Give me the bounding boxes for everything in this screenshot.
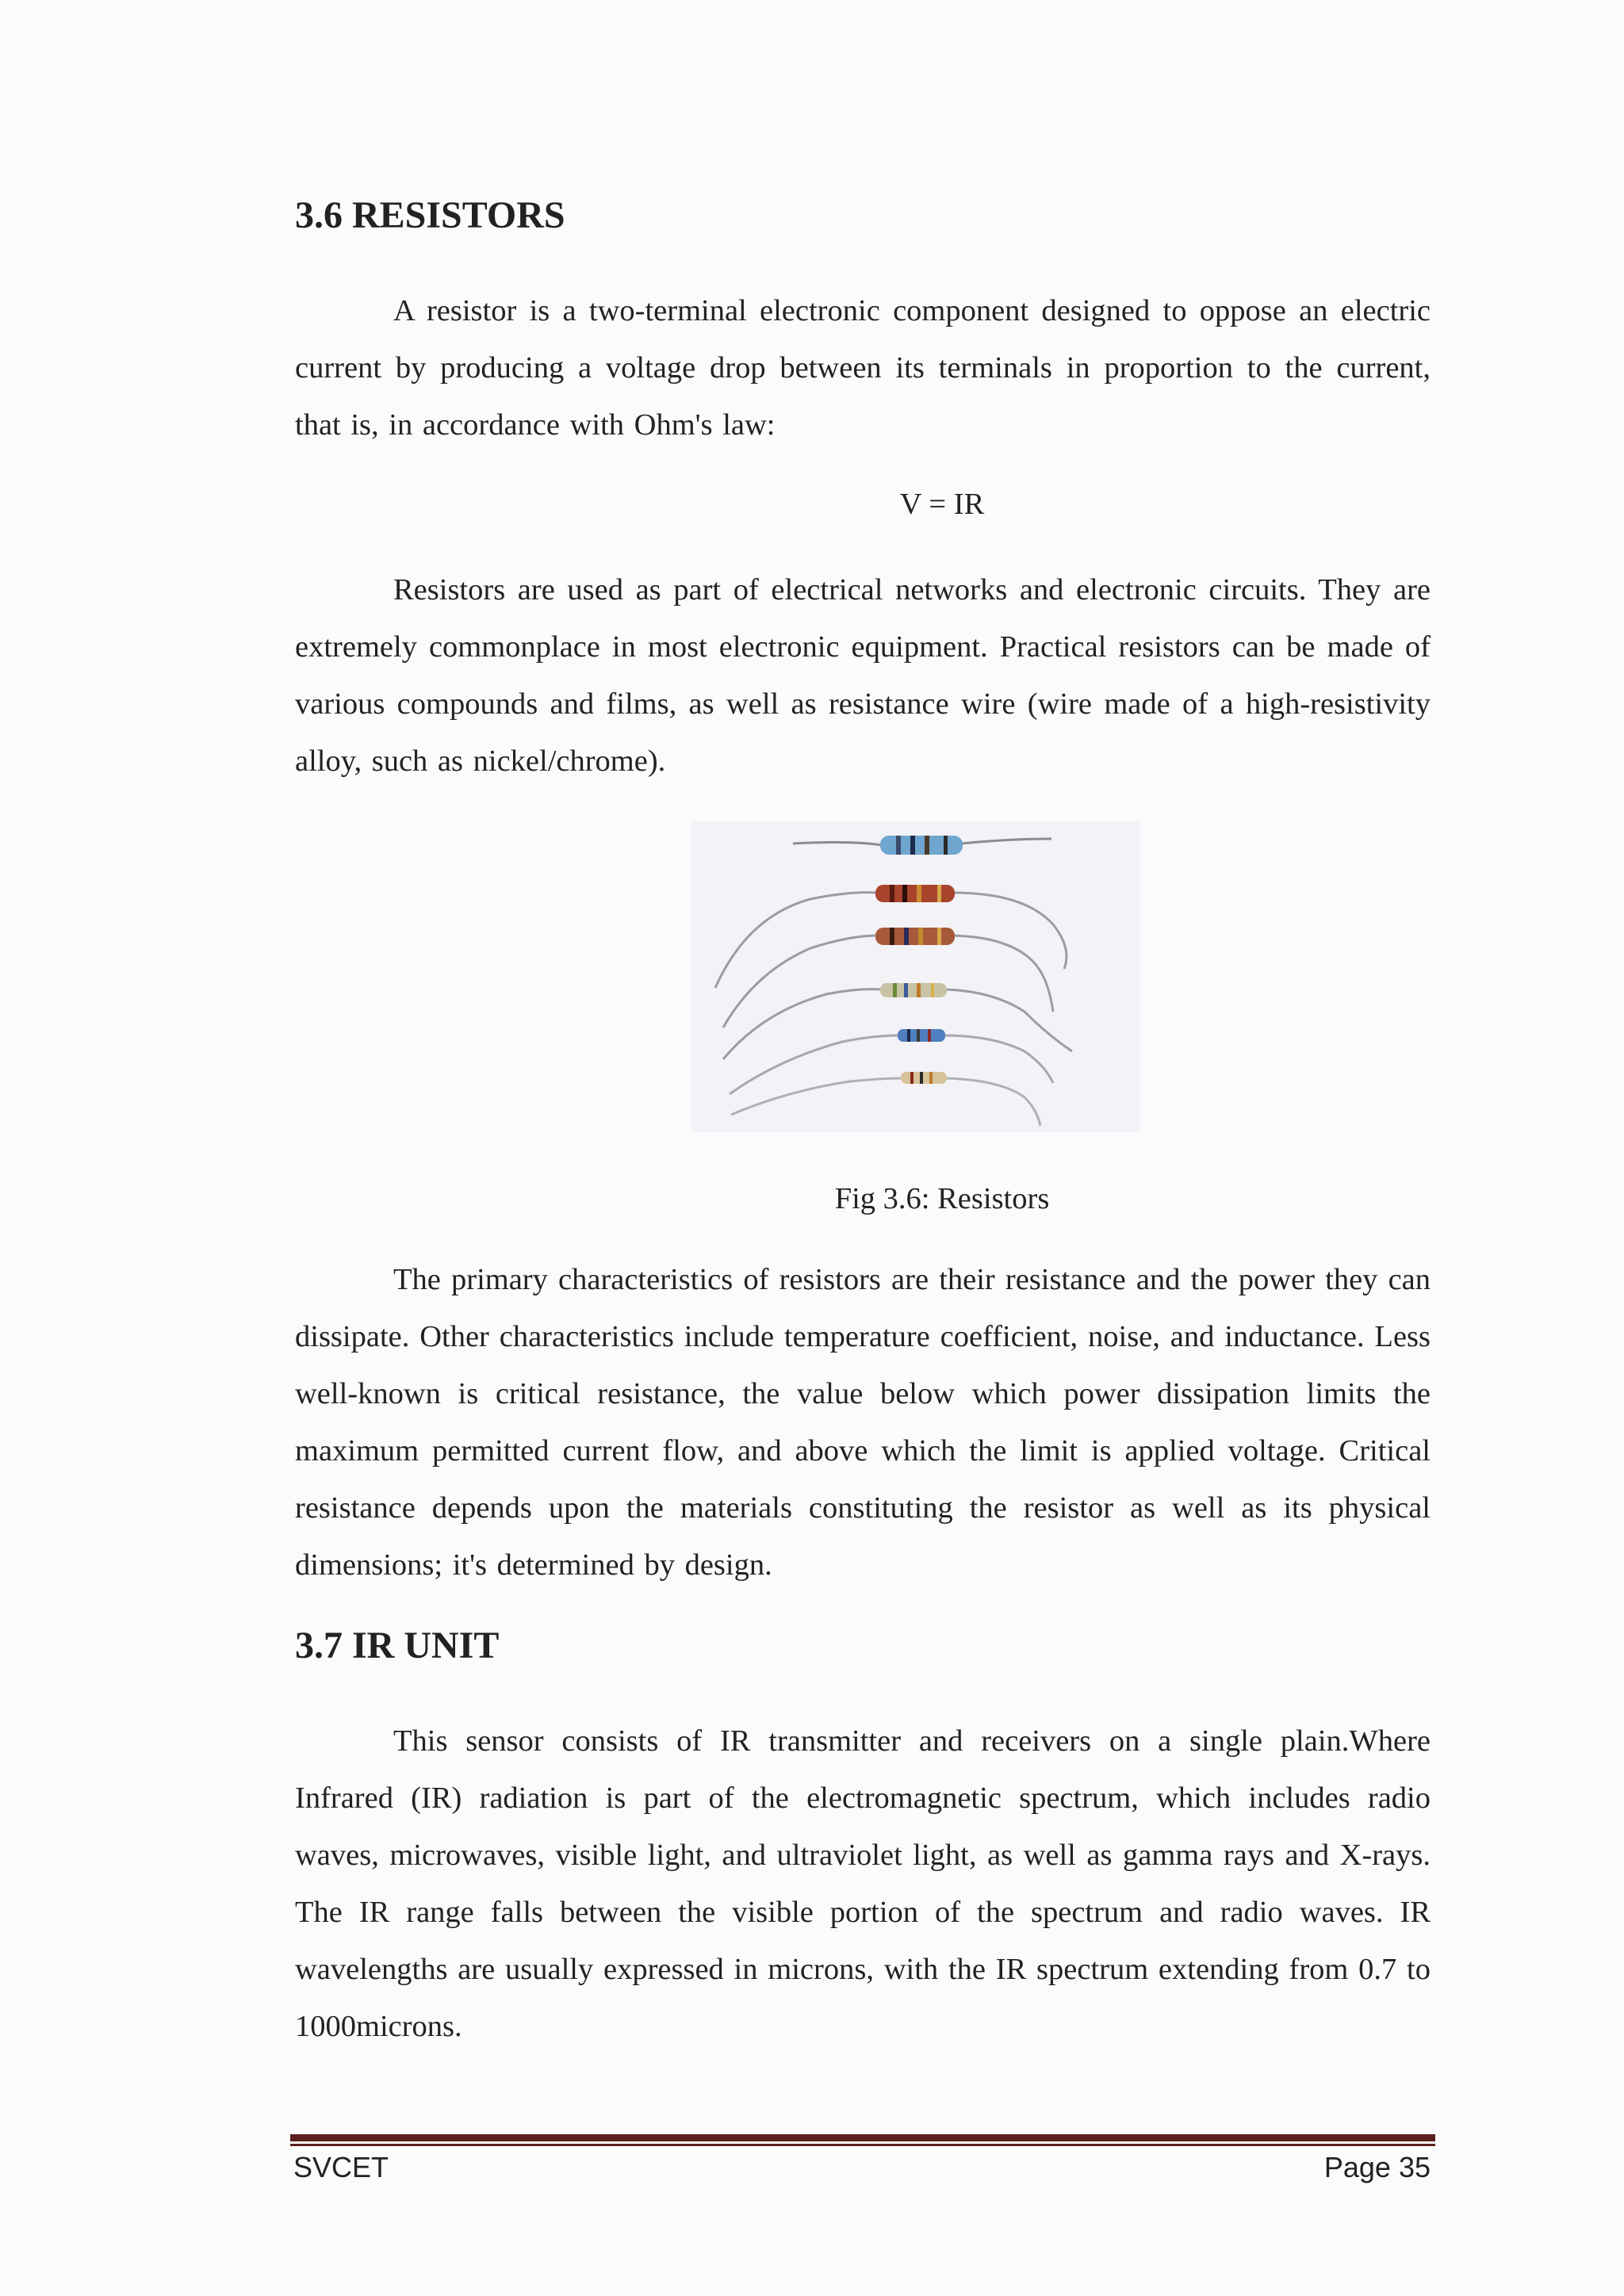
footer-page-number: Page 35 (1323, 2151, 1431, 2183)
footer-institution: SVCET (293, 2151, 389, 2183)
section-heading-resistors: 3.6 RESISTORS (295, 194, 565, 236)
paragraph-ir-unit: This sensor consists of IR transmitter and receivers on a single plain.Where Infrared (IR) radiation is part of the electromagnetic spectrum, which includes radio waves, microwaves, visible light, and ultraviolet light, as well as gamma rays and X-rays. The IR range falls between the visible portion of the spectrum and radio waves. IR wavelengths are usually expressed in microns, with the IR spectrum extending from 0.7 to 1000microns. (295, 1724, 1431, 2043)
resistors-photo (691, 821, 1140, 1132)
footer-rule (290, 2134, 1435, 2147)
paragraph-resistor-usage: Resistors are used as part of electrical networks and electronic circuits. They are extremely commonplace in most electronic equipment. Practical resistors can be made of various compounds and films, as well as resistance wire (wire made of a high-resistivity alloy, such as nickel/chrome). (295, 573, 1431, 778)
section-heading-ir-unit: 3.7 IR UNIT (295, 1624, 500, 1667)
ohms-law-equation: V = IR (899, 488, 985, 521)
paragraph-resistor-characteristics: The primary characteristics of resistors are their resistance and the power they can dissipate. Other characteristics include temperature coefficient, noise, and inductance. Less well-known is critical resistance, the value below which power dissipation limits the maximum permitted current flow, and above which the limit is applied voltage. Critical resistance depends upon the materials constituting the resistor as well as its physical dimensions; it's determined by design. (295, 1263, 1431, 1582)
figure-caption: Fig 3.6: Resistors (834, 1182, 1050, 1215)
paragraph-resistor-definition: A resistor is a two-terminal electronic component designed to oppose an electric current by producing a voltage drop between its terminals in proportion to the current, that is, in accordance with Ohm's law: (295, 294, 1431, 442)
